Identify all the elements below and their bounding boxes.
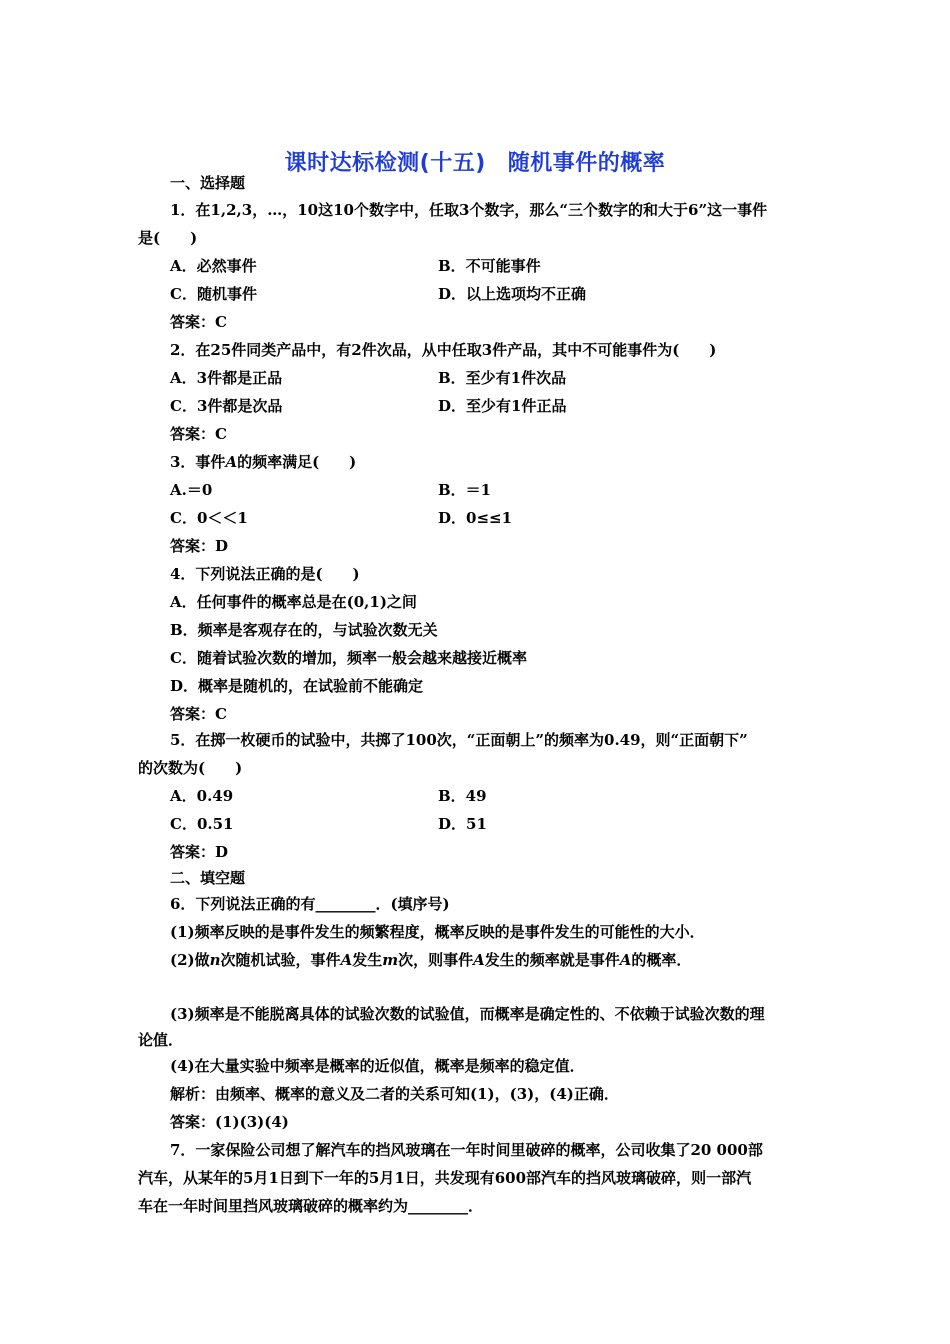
q6-statement-3-line2: 论值．: [138, 1031, 184, 1049]
q6-s2-n: n: [209, 951, 221, 969]
q5-stem-line1: 5．在掷一枚硬币的试验中，共掷了100次，“正面朝上”的频率为0.49，则“正面朝下”: [170, 731, 748, 749]
title-left: 课时达标检测(十五): [284, 151, 486, 176]
q1-option-d: D．以上选项均不正确: [438, 285, 587, 303]
q2-option-b: B．至少有1件次品: [438, 369, 567, 387]
q1-answer: 答案：C: [170, 313, 227, 331]
q6-s2-A3: A: [619, 951, 632, 969]
q6-s2-b: 次随机试验，事件: [220, 951, 341, 969]
q6-answer: 答案：(1)(3)(4): [170, 1113, 289, 1131]
page-title: [0, 146, 950, 177]
title-right: 随机事件的概率: [507, 151, 666, 176]
q3-option-a: A.＝0: [170, 481, 213, 499]
q6-s2-A1: A: [340, 951, 353, 969]
section-heading-fill: 二、填空题: [170, 869, 246, 887]
q2-answer: 答案：C: [170, 425, 227, 443]
q6-s2-c: 发生: [352, 951, 383, 969]
q4-option-d: D．概率是随机的，在试验前不能确定: [170, 677, 424, 695]
q3-answer: 答案：D: [170, 537, 229, 555]
q1-option-c: C．随机事件: [170, 285, 257, 303]
q6-s2-f: 的概率．: [631, 951, 692, 969]
q3-option-c: C．0＜＜1: [170, 509, 248, 527]
q5-answer: 答案：D: [170, 843, 229, 861]
q6-statement-3-line1: (3)频率是不能脱离具体的试验次数的试验值，而概率是确定性的、不依赖于试验次数的理: [170, 1005, 765, 1023]
q1-stem-line1: 1．在1,2,3，…，10这10个数字中，任取3个数字，那么“三个数字的和大于6”这一事件: [170, 201, 768, 219]
q6-statement-1: (1)频率反映的是事件发生的频繁程度，概率反映的是事件发生的可能性的大小．: [170, 923, 705, 941]
q7-line2: 汽车，从某年的5月1日到下一年的5月1日，共发现有600部汽车的挡风玻璃破碎，则一部汽: [138, 1169, 752, 1187]
q5-option-d: D．51: [438, 815, 487, 833]
q7-line3: 车在一年时间里挡风玻璃破碎的概率约为________．: [138, 1197, 484, 1215]
q5-option-a: A．0.49: [170, 787, 234, 805]
q3-option-b: B．＝1: [438, 481, 492, 499]
q4-stem: 4．下列说法正确的是( ): [170, 565, 360, 583]
q2-option-d: D．至少有1件正品: [438, 397, 567, 415]
q6-statement-2: [170, 950, 691, 970]
q5-option-c: C．0.51: [170, 815, 234, 833]
q3-stem-post: 的频率满足( ): [237, 453, 357, 471]
q1-option-b: B．不可能事件: [438, 257, 541, 275]
q6-s2-m: m: [382, 951, 399, 969]
q3-stem-pre: 3．事件: [170, 453, 226, 471]
q4-option-a: A．任何事件的概率总是在(0,1)之间: [170, 593, 417, 611]
section-heading-choice: 一、选择题: [170, 174, 246, 192]
q3-option-d: D．0≤≤1: [438, 509, 513, 527]
q6-s2-e: 发生的频率就是事件: [484, 951, 620, 969]
q6-statement-4: (4)在大量实验中频率是概率的近似值，概率是频率的稳定值．: [170, 1057, 585, 1075]
q3-stem-var: A: [225, 453, 238, 471]
q2-option-c: C．3件都是次品: [170, 397, 283, 415]
q6-stem: 6．下列说法正确的有________．(填序号): [170, 895, 450, 913]
q3-stem: [170, 452, 356, 472]
q5-stem-line2: 的次数为( ): [138, 759, 243, 777]
q6-s2-a: (2)做: [170, 951, 210, 969]
q6-analysis: 解析：由频率、概率的意义及二者的关系可知(1)，(3)，(4)正确．: [170, 1085, 619, 1103]
q4-answer: 答案：C: [170, 705, 227, 723]
q6-s2-A2: A: [473, 951, 485, 969]
q4-option-c: C．随着试验次数的增加，频率一般会越来越接近概率: [170, 649, 527, 667]
q2-option-a: A．3件都是正品: [170, 369, 283, 387]
q4-option-b: B．频率是客观存在的，与试验次数无关: [170, 621, 438, 639]
q6-s2-d: 次，则事件: [398, 951, 474, 969]
q7-line1: 7．一家保险公司想了解汽车的挡风玻璃在一年时间里破碎的概率，公司收集了20 000部: [170, 1141, 763, 1159]
q1-option-a: A．必然事件: [170, 257, 257, 275]
q2-stem: 2．在25件同类产品中，有2件次品，从中任取3件产品，其中不可能事件为( ): [170, 341, 717, 359]
q5-option-b: B．49: [438, 787, 487, 805]
q1-stem-line2: 是( ): [138, 229, 198, 247]
